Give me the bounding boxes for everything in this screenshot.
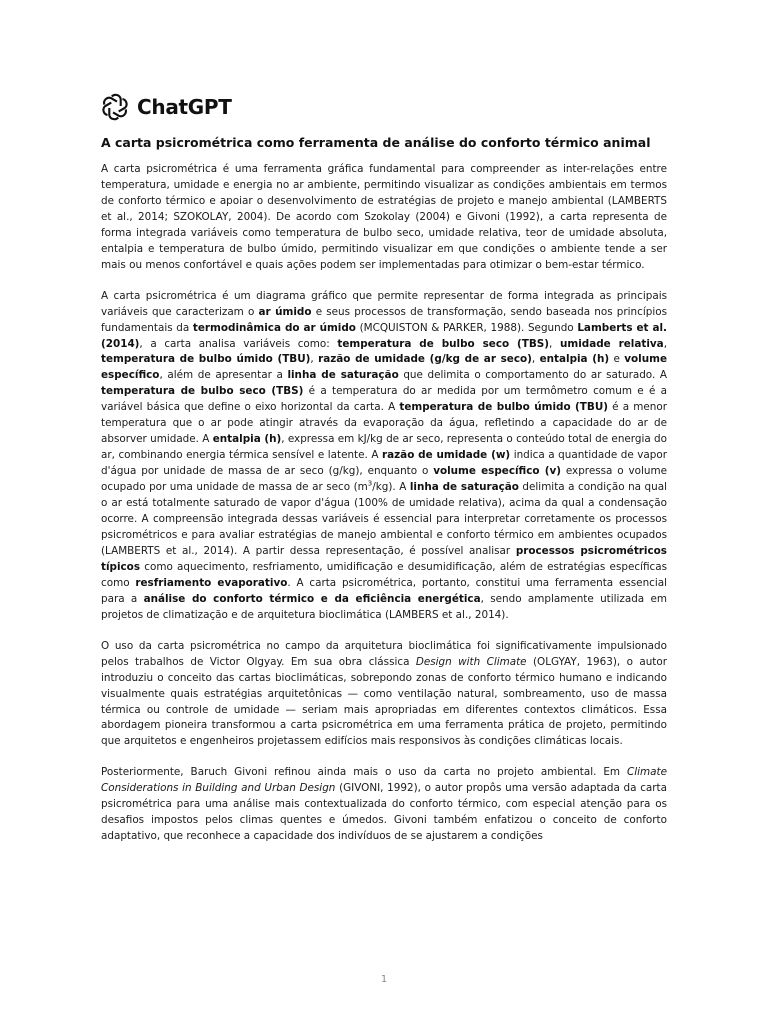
bold-term: análise do conforto térmico e da eficiência energética [143,592,481,605]
bold-term: razão de umidade (w) [382,449,511,462]
paragraph-2 [101,289,667,624]
text-run: que delimita o comportamento do ar saturado. A [398,369,668,382]
text-run: . A carta psicrométrica, portanto, constitui uma ferramenta essencial para a [101,576,668,605]
text-run: (OLGYAY, 1963), o autor introduziu o conceito das cartas bioclimáticas, sobrepondo zonas de conforto térmico humano e indicando visualmente quais estratégias arquitetônicas — como ventilação natural, sombreamento, uso de massa térmica ou controle de umidade — seriam mais apropriadas em diferentes contextos climáticos. Essa abordagem pioneira transformou a carta psicrométrica em uma ferramenta prática de projeto, permitindo que arquitetos e engenheiros projetassem edifícios mais responsivos às condições climáticas locais. [101,655,668,748]
bold-term: volume específico [101,353,668,382]
text-run: como aquecimento, resfriamento, umidificação e desumidificação, além de estratégias específicas como [101,560,667,589]
text-run: indica a quantidade de vapor d'água por unidade de massa de ar seco (g/kg), enquanto o [101,449,667,478]
text-run: /kg). A [372,481,410,494]
bold-term: temperatura de bulbo úmido (TBU) [101,353,311,366]
bold-term: processos psicrométricos típicos [101,544,667,573]
bold-term: temperatura de bulbo úmido (TBU) [399,401,608,414]
text-run: (GIVONI, 1992), o autor propôs uma versão adaptada da carta psicrométrica para uma análise mais contextualizada do conforto térmico, com especial atenção para os desafios impostos pelos climas quentes e úmedos. Givoni também enfatizou o conceito de conforto adaptativo, que reconhece a capacidade dos indivíduos de se ajustarem a condições [101,782,667,843]
text-run: Posteriormente, Baruch Givoni refinou ainda mais o uso da carta no projeto ambiental. Em [101,766,627,779]
text-run: e [609,353,625,366]
text-run: , expressa em kJ/kg de ar seco, representa o conteúdo total de energia do ar, combinando energia térmica sensível e latente. A [101,433,668,462]
bold-term: volume específico (v) [433,465,561,478]
text-run: , [663,337,667,350]
book-title: Climate Considerations in Building and Urban Design [101,766,667,795]
brand-header [101,92,667,122]
document-page [101,92,667,860]
page-number: 1 [380,974,388,985]
superscript: 3 [367,479,373,488]
paragraph-1 [101,162,667,274]
text-run: é a temperatura do ar medida por um termômetro comum e é a variável básica que define o eixo horizontal da carta. A [101,385,667,414]
bold-term: entalpia (h) [539,353,610,366]
bold-term: termodinâmica do ar úmido [192,321,356,334]
text-run: , [310,353,319,366]
bold-term: Lamberts et al. (2014) [101,321,667,350]
bold-term: temperatura de bulbo seco (TBS) [101,385,304,398]
bold-term: resfriamento evaporativo [135,576,288,589]
text-run: (MCQUISTON & PARKER, 1988). Segundo [355,321,578,334]
book-title: Design with Climate [415,655,527,668]
document-title: A carta psicrométrica como ferramenta de análise do conforto térmico animal [101,135,651,150]
bold-term: razão de umidade (g/kg de ar seco) [318,353,532,366]
text-run: e seus processos de transformação, sendo baseada nos princípios fundamentais da [101,305,667,334]
text-run: delimita a condição na qual o ar está totalmente saturado de vapor d'água (100% de umidade relativa), acima da qual a condensação ocorre. A compreensão integrada dessas variáveis é essencial para interpretar corretamente os processos psicrométricos e para avaliar estratégias de manejo ambiental e conforto térmico em ambientes ocupados (LAMBERTS et al., 2014). A partir dessa representação, é possível analisar [101,481,667,557]
text-run: O uso da carta psicrométrica no campo da arquitetura bioclimática foi significativamente impulsionado pelos trabalhos de Victor Olgyay. Em sua obra clássica [101,639,667,668]
text-run: , a carta analisa variáveis como: [139,337,338,350]
bold-term: entalpia (h) [212,433,282,446]
brand-name: ChatGPT [137,95,232,119]
text-run: A carta psicrométrica é um diagrama gráfico que permite representar de forma integrada as principais variáveis que caracterizam o [101,289,667,318]
text-run: expressa o volume ocupado por uma unidade de massa de ar seco (m [101,465,667,494]
bold-term: linha de saturação [287,369,399,382]
bold-term: temperatura de bulbo seco (TBS) [337,337,550,350]
text-run: , [549,337,560,350]
openai-logo-icon [101,93,129,121]
text-run: , [531,353,540,366]
paragraph-4 [101,765,667,845]
text-run: A carta psicrométrica é uma ferramenta gráfica fundamental para compreender as inter-relações entre temperatura, umidade e energia no ar ambiente, permitindo visualizar as condições ambientais em termos de conforto térmico e apoiar o desenvolvimento de estratégias de projeto e manejo ambiental (LAMBERTS et al., 2014; SZOKOLAY, 2004). De acordo com Szokolay (2004) e Givoni (1992), a carta representa de forma integrada variáveis como temperatura de bulbo seco, umidade relativa, teor de umidade absoluta, entalpia e temperatura de bulbo úmido, permitindo visualizar em que condições o ambiente tende a ser mais ou menos confortável e quais ações podem ser implementadas para otimizar o bem-estar térmico. [101,163,667,271]
text-run: é a menor temperatura que o ar pode atingir através da evaporação da água, refletindo a capacidade do ar de absorver umidade. A [101,401,667,446]
text-run: , além de apresentar a [159,369,288,382]
paragraph-3 [101,639,667,751]
bold-term: linha de saturação [409,481,519,494]
text-run: , sendo amplamente utilizada em projetos de climatização e de arquitetura bioclimática (LAMBERS et al., 2014). [101,592,667,621]
bold-term: ar úmido [258,305,312,318]
document-body [101,162,667,845]
bold-term: umidade relativa [559,337,664,350]
